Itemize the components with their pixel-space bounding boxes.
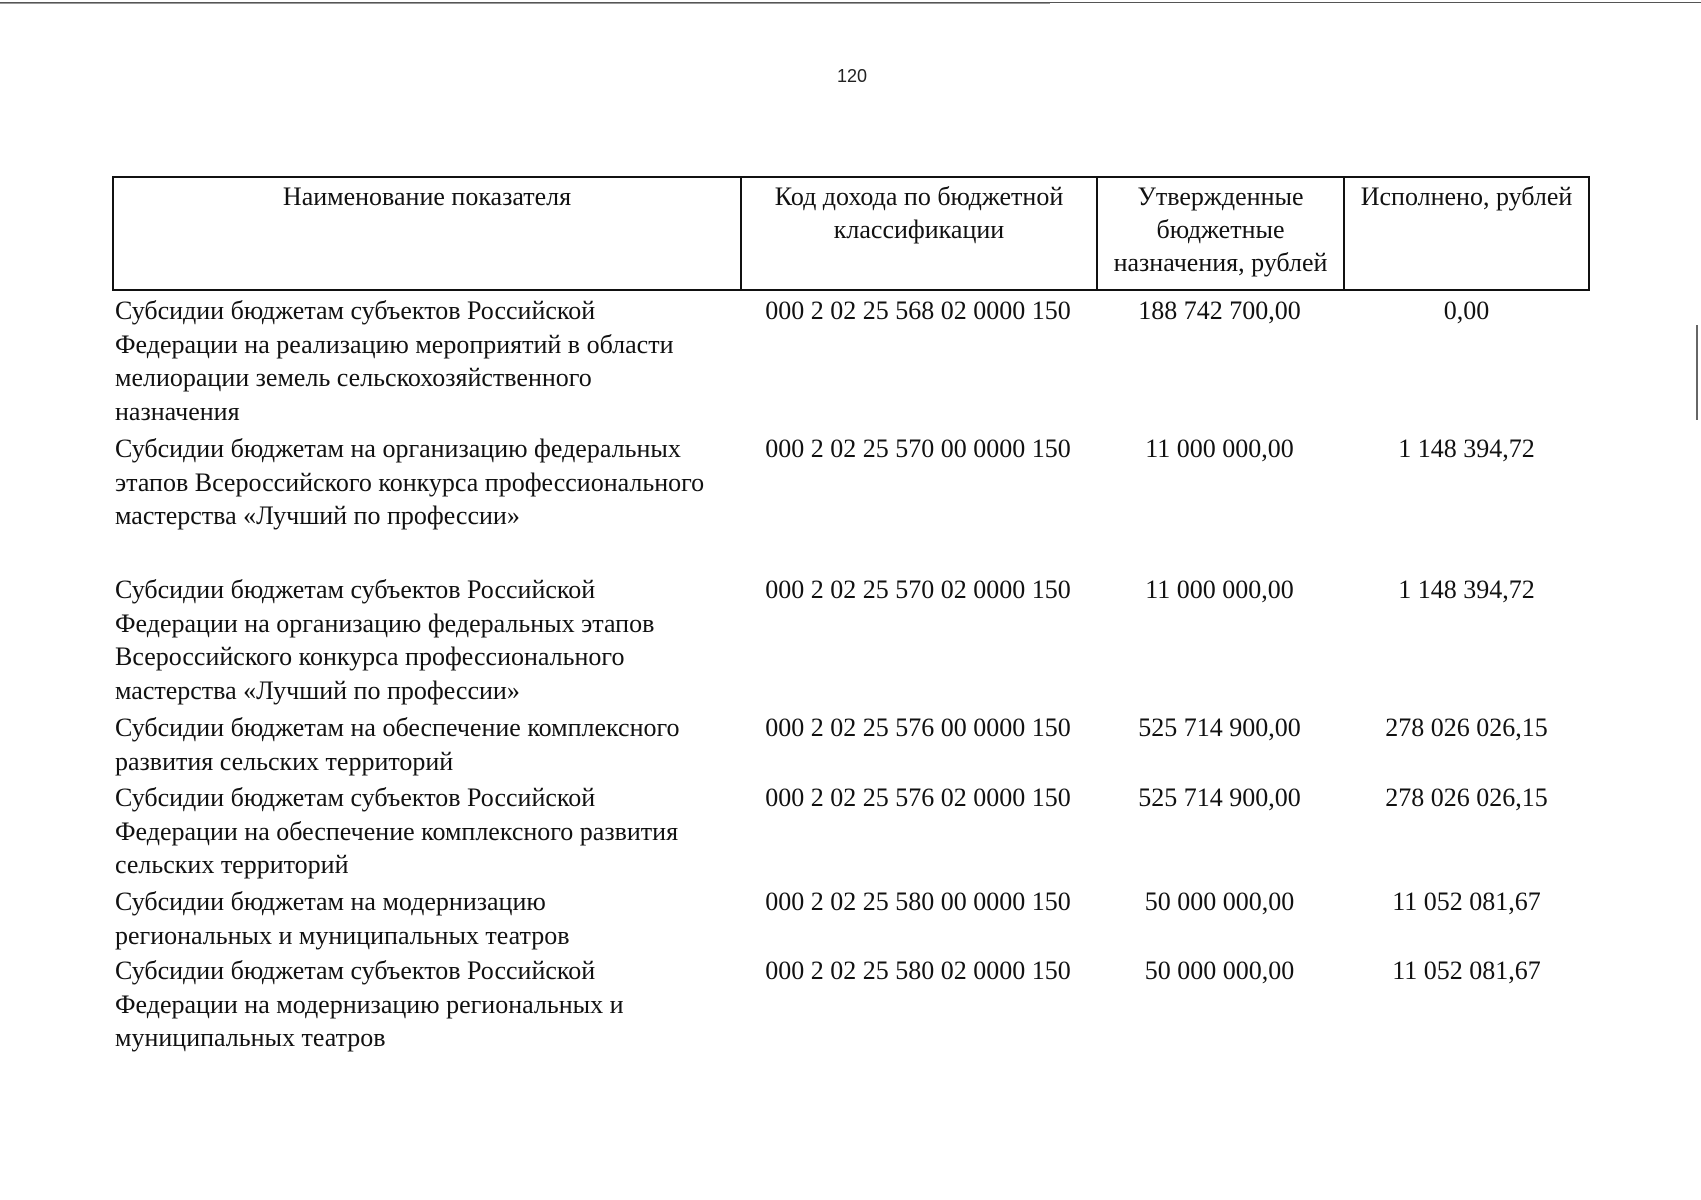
indicator-name-line: Субсидии бюджетам субъектов Российской xyxy=(115,956,596,985)
indicator-name-line: Субсидии бюджетам на модернизацию xyxy=(115,887,546,916)
column-header-code xyxy=(740,176,1096,291)
column-header-line: Утвержденные xyxy=(1137,182,1304,211)
approved-amount-cell: 11 000 000,00 xyxy=(1145,575,1294,604)
table-row xyxy=(112,429,1590,570)
approved-amount-cell: 11 000 000,00 xyxy=(1145,434,1294,463)
indicator-name-line: Федерации на обеспечение комплексного развития xyxy=(115,816,679,846)
indicator-name-line: Субсидии бюджетам субъектов Российской xyxy=(115,296,596,325)
approved-amount-cell: 525 714 900,00 xyxy=(1138,783,1301,812)
table-row xyxy=(112,570,1590,708)
indicator-name-line: Всероссийского конкурса профессионального xyxy=(115,642,625,671)
scan-edge-line xyxy=(0,3,1050,4)
table-row xyxy=(112,291,1590,429)
indicator-name-cell xyxy=(112,885,740,951)
indicator-name-cell xyxy=(112,954,740,1055)
approved-amount-cell: 50 000 000,00 xyxy=(1144,956,1295,985)
column-header-approved xyxy=(1096,176,1343,291)
budget-income-table xyxy=(112,176,1590,1055)
approved-amount-cell: 188 742 700,00 xyxy=(1138,296,1301,325)
executed-amount-cell: 0,00 xyxy=(1443,296,1490,325)
column-header-line: назначения, рублей xyxy=(1113,248,1328,277)
income-code-cell: 000 2 02 25 580 00 0000 150 xyxy=(765,887,1071,916)
indicator-name-line: развития сельских территорий xyxy=(115,746,454,776)
income-code-cell: 000 2 02 25 570 00 0000 150 xyxy=(765,434,1071,463)
executed-amount-cell: 1 148 394,72 xyxy=(1398,434,1535,463)
column-header-line: Код дохода по бюджетной xyxy=(774,182,1064,211)
income-code-cell: 000 2 02 25 570 02 0000 150 xyxy=(765,575,1071,604)
indicator-name-line: мастерства «Лучший по профессии» xyxy=(115,501,520,530)
column-header-line: Наименование показателя xyxy=(282,182,572,211)
executed-amount-cell: 278 026 026,15 xyxy=(1385,713,1548,742)
column-header-line: Исполнено, рублей xyxy=(1360,182,1573,211)
indicator-name-line: Федерации на организацию федеральных этапов xyxy=(115,608,655,638)
indicator-name-line: Федерации на модернизацию региональных и xyxy=(115,989,624,1019)
indicator-name-line: Субсидии бюджетам субъектов Российской xyxy=(115,783,596,812)
table-row xyxy=(112,882,1590,951)
table-header-row xyxy=(112,176,1590,291)
table-row xyxy=(112,708,1590,778)
income-code-cell: 000 2 02 25 568 02 0000 150 xyxy=(765,296,1071,325)
indicator-name-line: этапов Всероссийского конкурса профессионального xyxy=(115,467,705,497)
executed-amount-cell: 278 026 026,15 xyxy=(1385,783,1548,812)
table-row xyxy=(112,951,1590,1055)
income-code-cell: 000 2 02 25 576 02 0000 150 xyxy=(765,783,1071,812)
table-row xyxy=(112,778,1590,882)
indicator-name-cell xyxy=(112,573,740,708)
indicator-name-line: назначения xyxy=(115,396,240,426)
scan-edge-line xyxy=(1696,325,1698,420)
executed-amount-cell: 11 052 081,67 xyxy=(1392,956,1541,985)
indicator-name-line: Субсидии бюджетам на обеспечение комплексного xyxy=(115,713,680,742)
column-header-executed xyxy=(1343,176,1590,291)
column-header-line: классификации xyxy=(833,215,1005,244)
indicator-name-line: муниципальных театров xyxy=(115,1023,386,1052)
indicator-name-cell xyxy=(112,294,740,429)
indicator-name-line: региональных и муниципальных театров xyxy=(115,920,570,950)
indicator-name-line: Субсидии бюджетам на организацию федеральных xyxy=(115,434,681,463)
indicator-name-line: сельских территорий xyxy=(115,850,349,879)
page-number: 120 xyxy=(836,66,868,86)
indicator-name-cell xyxy=(112,432,740,570)
indicator-name-line: Субсидии бюджетам субъектов Российской xyxy=(115,575,596,604)
indicator-name-line: мастерства «Лучший по профессии» xyxy=(115,675,520,705)
column-header-name xyxy=(112,176,740,291)
approved-amount-cell: 50 000 000,00 xyxy=(1144,887,1295,916)
approved-amount-cell: 525 714 900,00 xyxy=(1138,713,1301,742)
column-header-line: бюджетные xyxy=(1156,215,1285,244)
indicator-name-cell xyxy=(112,711,740,778)
indicator-name-line: мелиорации земель сельскохозяйственного xyxy=(115,363,592,392)
income-code-cell: 000 2 02 25 576 00 0000 150 xyxy=(765,713,1071,742)
indicator-name-cell xyxy=(112,781,740,882)
executed-amount-cell: 1 148 394,72 xyxy=(1398,575,1535,604)
income-code-cell: 000 2 02 25 580 02 0000 150 xyxy=(765,956,1071,985)
indicator-name-line: Федерации на реализацию мероприятий в области xyxy=(115,329,674,359)
executed-amount-cell: 11 052 081,67 xyxy=(1392,887,1541,916)
